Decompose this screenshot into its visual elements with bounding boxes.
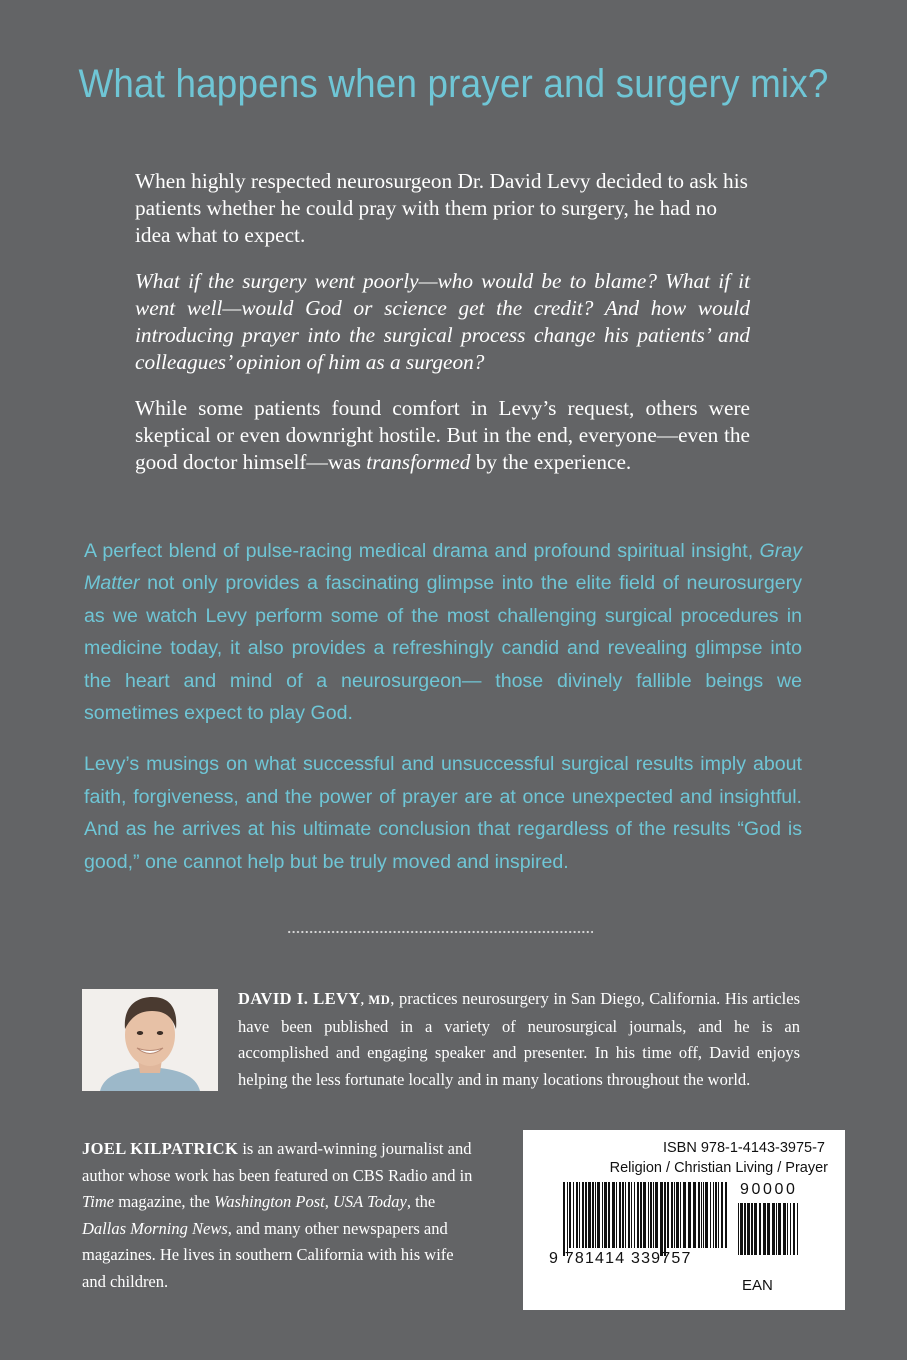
barcode-bar — [576, 1182, 578, 1248]
author-name-kilpatrick: JOEL KILPATRICK — [82, 1139, 239, 1158]
barcode-bar — [640, 1182, 642, 1248]
barcode-bar — [738, 1203, 739, 1255]
barcode-bar — [628, 1182, 630, 1248]
barcode-bar — [793, 1203, 795, 1255]
barcode-bar — [664, 1182, 666, 1256]
barcode-bar — [567, 1182, 568, 1256]
barcode-bar — [772, 1203, 775, 1255]
barcode-bar — [602, 1182, 603, 1248]
barcode-bar — [674, 1182, 675, 1248]
barcode-bar — [622, 1182, 624, 1248]
barcode-bar — [616, 1182, 617, 1248]
barcode-bar — [634, 1182, 635, 1248]
blurb-text — [84, 535, 802, 897]
barcode-bar — [653, 1182, 654, 1248]
barcode-panel — [523, 1130, 845, 1310]
barcode-bar — [721, 1182, 723, 1248]
barcode-bar — [701, 1182, 702, 1248]
blurb-paragraph-2: Levy’s musings on what successful and unsuccessful surgical results imply about faith, forgiveness, and the power of prayer are at once unexpected and insightful. And as he arrives at his ultimate conclusion that regardless of the results “God is good,” one cannot help but be truly moved and inspired. — [84, 753, 802, 873]
barcode-bar — [585, 1182, 587, 1248]
barcode-bar — [631, 1182, 632, 1248]
barcode-bar — [667, 1182, 669, 1248]
barcode-bar — [718, 1182, 719, 1248]
author-credential: , MD — [360, 993, 391, 1007]
barcode-bar — [767, 1203, 770, 1255]
barcode-bar — [683, 1182, 686, 1248]
barcode-bar — [754, 1203, 757, 1255]
barcode-bar — [588, 1182, 591, 1248]
dotted-divider — [287, 930, 593, 934]
barcode-bar — [705, 1182, 708, 1248]
barcode-bar — [608, 1182, 610, 1248]
barcode-bar — [619, 1182, 621, 1248]
ean-label: EAN — [742, 1277, 773, 1294]
barcode-bar — [776, 1203, 777, 1255]
barcode-bar — [713, 1182, 714, 1248]
emphasis-transformed: transformed — [366, 450, 471, 474]
barcode-bar — [797, 1203, 798, 1255]
barcode-bar — [637, 1182, 639, 1248]
barcode-bar — [676, 1182, 679, 1248]
barcode-bar — [703, 1182, 704, 1248]
author-photo — [82, 989, 218, 1091]
barcode-bar — [759, 1203, 761, 1255]
barcode-bar — [744, 1203, 746, 1255]
barcode-bar — [595, 1182, 596, 1248]
barcode-bar — [747, 1203, 750, 1255]
barcode-bar — [671, 1182, 673, 1248]
barcode-bar — [787, 1203, 788, 1255]
barcode-addon-digits: 90000 — [740, 1181, 798, 1198]
book-category: Religion / Christian Living / Prayer — [609, 1160, 828, 1176]
isbn-number: ISBN 978-1-4143-3975-7 — [662, 1140, 825, 1156]
barcode-bar — [790, 1203, 791, 1255]
barcode-bar — [573, 1182, 574, 1248]
barcode-digits: 9 781414 339757 — [549, 1250, 692, 1267]
intro-paragraph-2: What if the surgery went poorly—who would be to blame? What if it went well—would God or science get the credit? And how would introducing prayer into the surgical process change his patients’ and colleagues’ opinion of him as a surgeon? — [135, 269, 750, 374]
barcode-bar — [710, 1182, 711, 1248]
cover-headline: What happens when prayer and surgery mix? — [78, 62, 829, 106]
barcode-bar — [569, 1182, 571, 1248]
barcode-bar — [592, 1182, 594, 1248]
barcode-bar — [604, 1182, 607, 1248]
barcode-bar — [648, 1182, 649, 1248]
barcode-bar — [579, 1182, 580, 1248]
author-portrait-image — [82, 989, 218, 1091]
author-bio-levy: DAVID I. LEVY, MD, practices neurosurgery in San Diego, California. His articles have been published in a variety of neurosurgical journals, and he is an accomplished and engaging speaker and presenter. In his time off, David enjoys helping the less fortunate locally and in many locations throughout the world. — [238, 989, 801, 1089]
barcode-bar — [698, 1182, 700, 1248]
blurb-paragraph-1: A perfect blend of pulse-racing medical drama and profound spiritual insight, Gray Matter not only provides a fascinating glimpse into the elite field of neurosurgery as we watch Levy perform some of the most challenging surgical procedures in medicine today, it also provides a refreshingly candid and revealing glimpse into the heart and mind of a neurosurgeon— those divinely fallible beings we sometimes expect to play God. — [84, 540, 802, 725]
author-name-levy: DAVID I. LEVY — [238, 989, 361, 1008]
barcode-bar — [625, 1182, 626, 1248]
barcode-bar — [582, 1182, 584, 1248]
barcode-bar — [612, 1182, 615, 1248]
intro-paragraph-1: When highly respected neurosurgeon Dr. David Levy decided to ask his patients whether he could pray with them prior to surgery, he had no idea what to expect. — [135, 169, 748, 247]
intro-paragraph-3: While some patients found comfort in Levy’s request, others were skeptical or even downright hostile. But in the end, everyone—even the good doctor himself—was transformed by the experience. — [135, 396, 750, 474]
barcode-addon-bars — [738, 1203, 800, 1258]
barcode-bar — [763, 1203, 766, 1255]
barcode-bar — [715, 1182, 717, 1248]
barcode-bar — [778, 1203, 781, 1255]
barcode-bar — [740, 1203, 743, 1255]
barcode-bar — [655, 1182, 658, 1248]
barcode-bar — [783, 1203, 786, 1255]
barcode-bar — [643, 1182, 646, 1248]
barcode-bar — [650, 1182, 652, 1248]
barcode-bar — [693, 1182, 696, 1248]
author-bio-kilpatrick: JOEL KILPATRICK is an award-winning journalist and author whose work has been featured on CBS Radio and in Time magazine, the Washington Post, USA Today, the Dallas Morning News, and many other newspapers and magazines. He lives in southern California with his wife and children. — [82, 1139, 473, 1291]
barcode-bar — [751, 1203, 753, 1255]
barcode-bar — [725, 1182, 727, 1248]
barcode-bar — [688, 1182, 691, 1248]
intro-text — [135, 168, 750, 495]
barcode-bar — [563, 1182, 565, 1256]
barcode-bar — [660, 1182, 663, 1256]
barcode-bar — [680, 1182, 681, 1248]
barcode-bar — [597, 1182, 600, 1248]
book-title: Gray Matter — [84, 540, 802, 595]
